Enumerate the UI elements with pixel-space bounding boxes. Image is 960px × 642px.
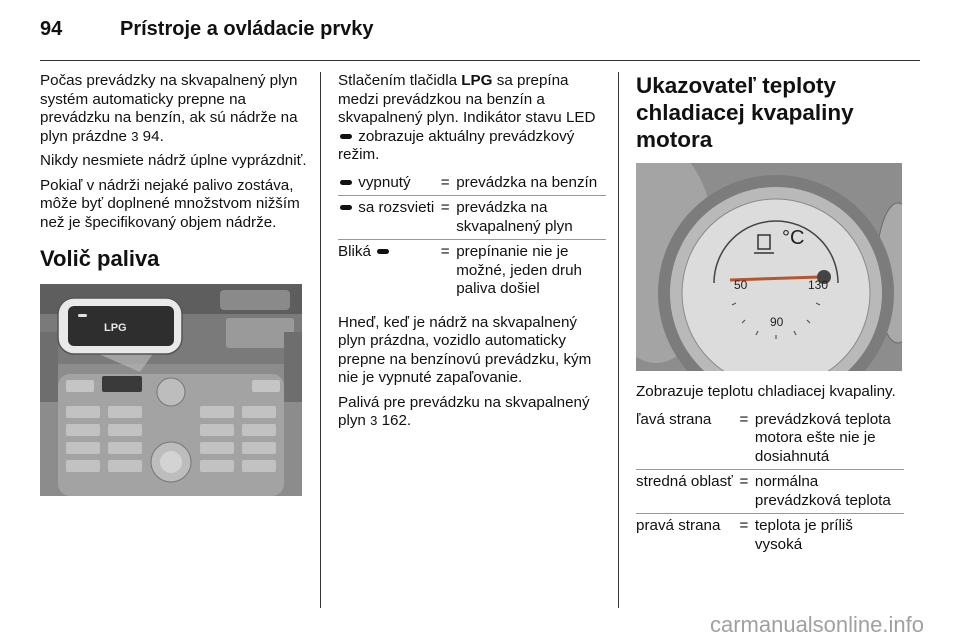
- text: Počas prevádzky na skvapalnený plyn systém automaticky prepne na prevádzku na benzín, ak sú nádrže na plyn prázdne: [40, 72, 298, 145]
- page-ref[interactable]: 94.: [142, 127, 164, 145]
- paragraph-coolant: Zobrazuje teplotu chladiacej kvapaliny.: [636, 383, 896, 400]
- equals-sign: =: [733, 408, 755, 470]
- paragraph-never-empty: Nikdy nesmiete nádrž úplne vyprázdniť.: [40, 152, 307, 169]
- text: zobrazuje aktuálny prevádzkový režim.: [338, 127, 575, 163]
- table-key: stredná oblasť: [636, 470, 733, 514]
- gauge-tick-90: 90: [770, 315, 784, 329]
- table-key: ľavá strana: [636, 408, 733, 470]
- heading-fuel-selector: Volič paliva: [40, 246, 160, 271]
- gauge-tick-130: 130: [808, 278, 829, 292]
- table-key: [338, 196, 434, 240]
- table-row: [338, 196, 606, 240]
- text: Palivá pre prevádzku na skvapalnený plyn: [338, 393, 590, 429]
- equals-sign: =: [434, 171, 456, 196]
- table-value: prevádzka na skvapalnený plyn: [456, 196, 606, 240]
- gauge-illustration: [636, 163, 902, 371]
- table-value: normálna prevádzková teplota: [755, 470, 904, 514]
- page-title: Prístroje a ovládacie prvky: [120, 18, 374, 40]
- paragraph-auto-petrol: Hneď, keď je nádrž na skvapalnený plyn prázdna, vozidlo automaticky prepne na benzínovú prevádzku, kým nie je vypnuté zapaľovanie.: [338, 313, 592, 386]
- gauge-unit-label: °C: [782, 227, 805, 249]
- table-row: [636, 408, 904, 470]
- page-number: 94: [40, 18, 63, 40]
- paragraph-fuels-ref: [338, 394, 606, 431]
- table-value: teplota je príliš vysoká: [754, 517, 853, 553]
- text: sa prepína medzi prevádzkou na benzín a skvapalnený plyn. Indikátor stavu LED: [338, 72, 596, 126]
- table-row: [636, 514, 904, 558]
- figure-coolant-gauge: [636, 163, 902, 371]
- lpg-term: LPG: [461, 72, 493, 89]
- dashboard-illustration: [40, 284, 302, 496]
- figure-lpg-button: [40, 284, 302, 496]
- page-ref-icon: 3: [131, 128, 139, 144]
- lpg-button-label: LPG: [104, 322, 127, 334]
- column-3: [636, 72, 904, 569]
- watermark: carmanualsonline.info: [709, 612, 924, 637]
- table-row: [338, 240, 606, 302]
- led-indicator-icon: [340, 134, 352, 139]
- table-value: prevádzková teplota motora ešte nie je dosiahnutá: [755, 408, 904, 470]
- table-key: [338, 240, 434, 302]
- gauge-tick-50: 50: [734, 278, 748, 292]
- table-value: prevádzka na benzín: [456, 171, 606, 196]
- header-divider: [40, 60, 920, 61]
- column-divider-2: [618, 72, 619, 608]
- paragraph-refill: Pokiaľ v nádrži nejaké palivo zostáva, môže byť doplnené množstvom nižším než je špecifikovaný objem nádrže.: [40, 176, 300, 231]
- led-indicator-icon: [377, 249, 389, 254]
- table-row: [636, 470, 904, 514]
- equals-sign: =: [739, 517, 749, 534]
- led-indicator-icon: [340, 180, 352, 185]
- table-row: [338, 171, 606, 196]
- gauge-range-table: [636, 408, 904, 558]
- heading-coolant-gauge: Ukazovateľ teploty chladiacej kvapaliny motora: [636, 73, 854, 152]
- key-text: sa rozsvieti: [358, 199, 435, 216]
- column-divider-1: [320, 72, 321, 608]
- key-text: Bliká: [338, 243, 371, 260]
- page-ref-icon: 3: [370, 413, 378, 428]
- table-key: [338, 171, 434, 196]
- paragraph-lpg-auto-switch: [40, 72, 308, 146]
- column-2: [338, 72, 606, 437]
- text: Stlačením tlačidla: [338, 72, 458, 89]
- page-ref[interactable]: 162.: [381, 412, 412, 429]
- column-1: [40, 72, 308, 496]
- table-key: pravá strana: [636, 517, 721, 534]
- equals-sign: =: [440, 243, 450, 260]
- led-indicator-icon: [340, 205, 352, 210]
- led-status-table: [338, 171, 606, 302]
- key-text: vypnutý: [358, 173, 411, 191]
- equals-sign: =: [733, 470, 755, 514]
- paragraph-lpg-button: [338, 72, 606, 165]
- page-header: [40, 18, 920, 48]
- table-value: prepínanie nie je možné, jeden druh paliva došiel: [456, 243, 583, 297]
- equals-sign: =: [434, 196, 456, 240]
